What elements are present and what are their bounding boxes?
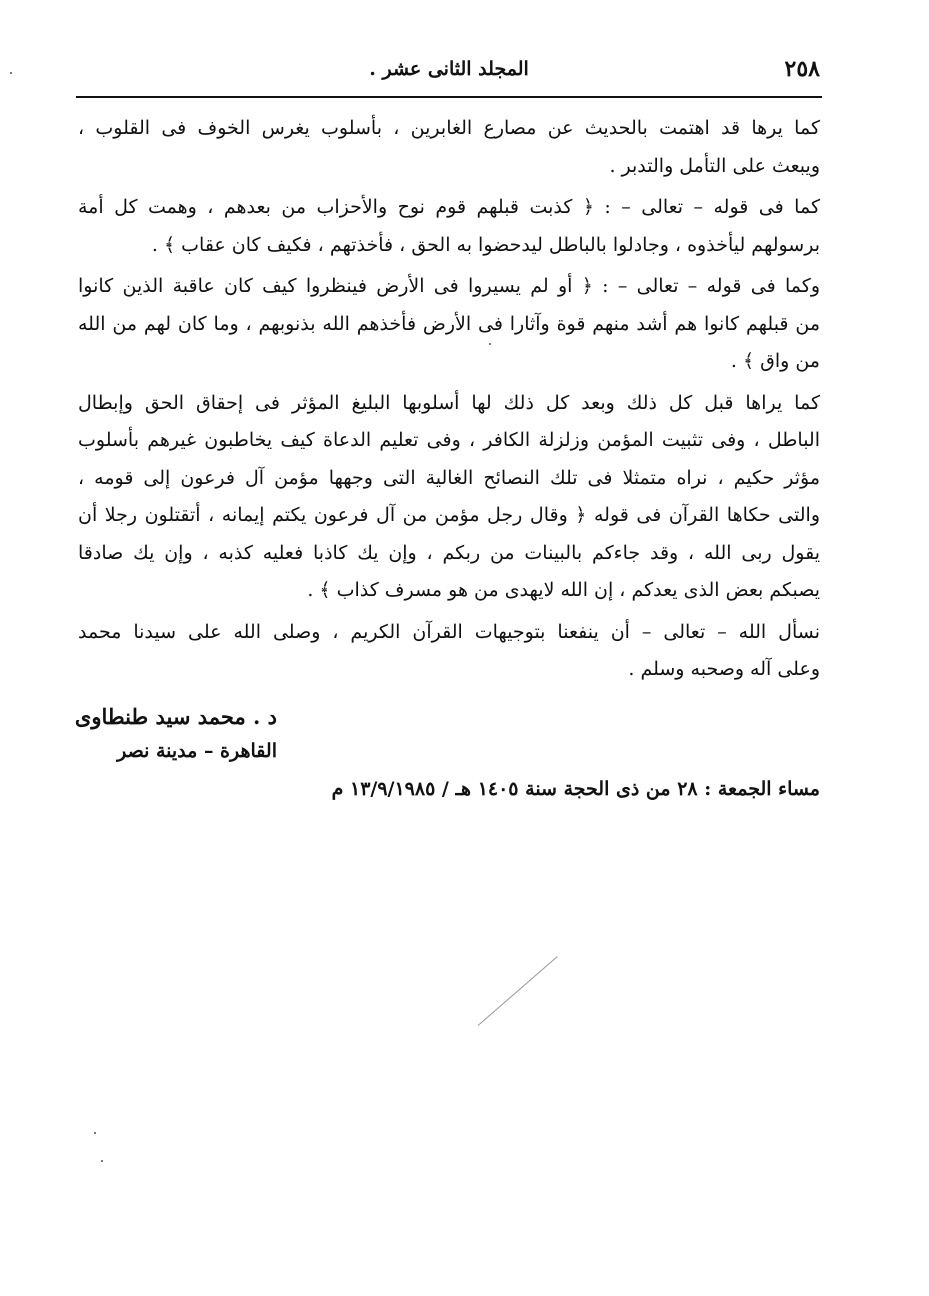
scan-artifact-line <box>478 956 558 1026</box>
signature-city: القاهرة – مدينة نصر <box>117 740 277 762</box>
scan-artifact-dot <box>489 343 491 345</box>
text-line: ويبعث على التأمل والتدبر . <box>609 154 820 177</box>
scan-artifact-dot <box>94 1132 96 1134</box>
text-line: برسولهم ليأخذوه ، وجادلوا بالباطل ليدحضوا به الحق ، فأخذتهم ، فكيف كان عقاب ﴾ . <box>151 233 820 256</box>
page-header <box>78 56 820 92</box>
text-line: يصبكم بعض الذى يعدكم ، إن الله لايهدى من هو مسرف كذاب ﴾ . <box>307 579 820 601</box>
text-line: كما يرها قد اهتمت بالحديث عن مصارع الغابرين ، بأسلوب يغرس الخوف فى القلوب ، <box>78 117 820 139</box>
running-title: المجلد الثانى عشر . <box>369 58 529 80</box>
text-line: وعلى آله وصحبه وسلم . <box>628 658 820 680</box>
scan-artifact-dot <box>101 1160 103 1162</box>
text-line: من واق ﴾ . <box>730 350 820 372</box>
text-line: والتى حكاها القرآن فى قوله ﴿ وقال رجل مؤمن من آل فرعون يكتم إيمانه ، أتقتلون رجلا أن <box>78 504 820 526</box>
author-signature: د . محمد سيد طنطاوى <box>74 704 277 729</box>
text-line: نسأل الله – تعالى – أن ينفعنا بتوجيهات القرآن الكريم ، وصلى الله على سيدنا محمد <box>78 620 820 643</box>
text-line: الباطل ، وفى تثبيت المؤمن وزلزلة الكافر ، وفى تعليم الدعاة كيف يخاطبون غيرهم بأسلوب <box>78 429 820 451</box>
text-line: وكما فى قوله – تعالى – : ﴿ أو لم يسيروا فى الأرض فينظروا كيف كان عاقبة الذين كانوا <box>78 275 820 297</box>
text-line: من قبلهم كانوا هم أشد منهم قوة وآثارا فى الأرض فأخذهم الله بذنوبهم ، وما كان لهم من الله <box>78 312 820 335</box>
text-line: يقول ربى الله ، وقد جاءكم بالبينات من ربكم ، وإن يك كاذبا فعليه كذبه ، وإن يك صادقا <box>78 541 820 564</box>
page-number: ٢٥٨ <box>784 56 820 82</box>
text-line: مؤثر حكيم ، نراه متمثلا فى تلك النصائح الغالية التى وجهها مؤمن آل فرعون إلى قومه ، <box>78 466 820 489</box>
header-rule <box>76 96 822 98</box>
scan-artifact-dot <box>10 72 12 74</box>
signature-date: مساء الجمعة : ٢٨ من ذى الحجة سنة ١٤٠٥ هـ / ١٣/٩/١٩٨٥ م <box>331 778 820 800</box>
text-line: كما فى قوله – تعالى – : ﴿ كذبت قبلهم قوم نوح والأحزاب من بعدهم ، وهمت كل أمة <box>78 196 820 218</box>
body-text <box>78 110 820 689</box>
text-line: كما يراها قبل كل ذلك وبعد كل ذلك لها أسلوبها البليغ المؤثر فى إحقاق الحق وإبطال <box>78 391 820 414</box>
